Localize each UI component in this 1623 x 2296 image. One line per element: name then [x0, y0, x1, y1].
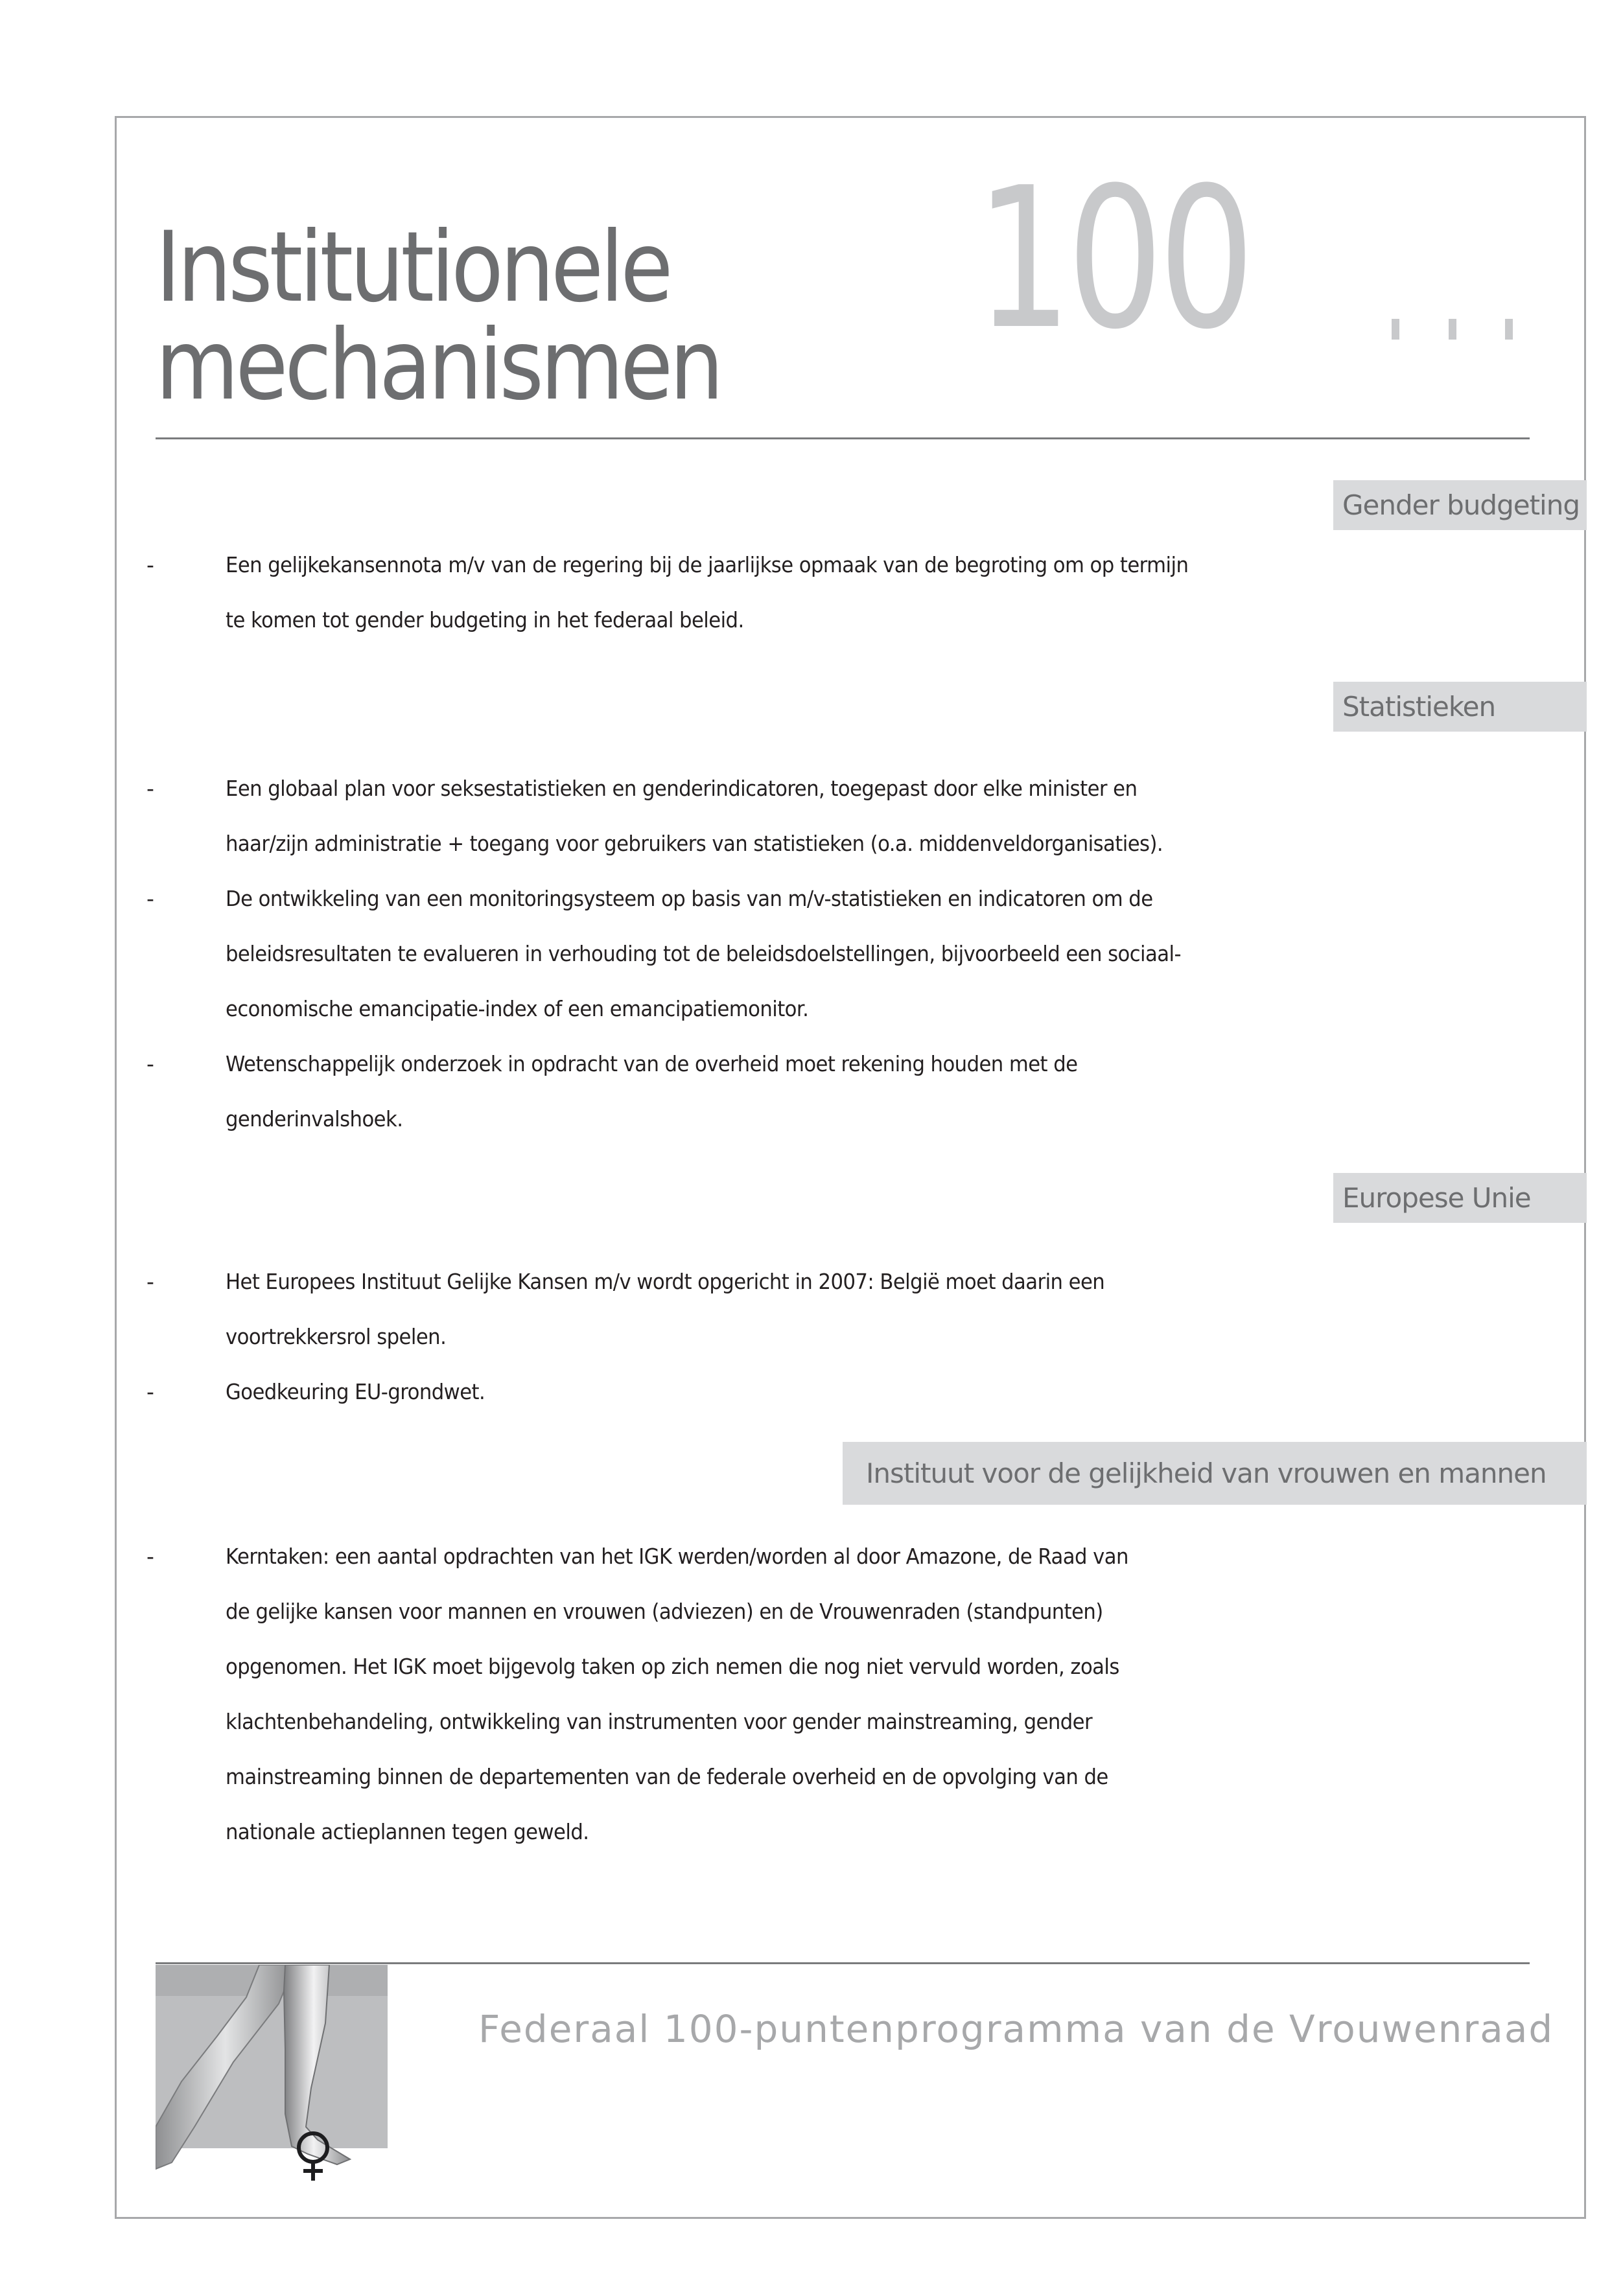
ellipsis-dot [1505, 319, 1513, 340]
list-item-text: beleidsresultaten te evalueren in verhouding tot de beleidsdoelstellingen, bijvoorbeeld een sociaal- [226, 941, 1182, 966]
list-item-text: economische emancipatie-index of een emancipatiemonitor. [226, 996, 809, 1021]
list-item-text: Het Europees Instituut Gelijke Kansen m/v wordt opgericht in 2007: België moet daarin een [226, 1269, 1105, 1294]
page-title-line-2: mechanismen [156, 309, 721, 422]
section-heading-statistieken: Statistieken [1333, 682, 1587, 732]
list-item-text: voortrekkersrol spelen. [226, 1324, 447, 1349]
list-bullet: - [146, 1379, 154, 1404]
footer-divider [156, 1962, 1530, 1964]
list-item-text: Een gelijkekansennota m/v van de regering bij de jaarlijkse opmaak van de begroting om op termijn [226, 552, 1189, 577]
footer-title: Federaal 100-puntenprogramma van de Vrouwenraad [478, 2007, 1554, 2051]
header-divider [156, 437, 1530, 439]
big-number: 100 [975, 146, 1250, 372]
list-item-text: te komen tot gender budgeting in het federaal beleid. [226, 607, 744, 632]
page-frame [115, 116, 1586, 2219]
list-item-text: nationale actieplannen tegen geweld. [226, 1819, 589, 1844]
ellipsis-dot [1392, 319, 1399, 340]
list-item-text: De ontwikkeling van een monitoringsysteem op basis van m/v-statistieken en indicatoren om de [226, 886, 1153, 911]
list-item-text: mainstreaming binnen de departementen van de federale overheid en de opvolging van de [226, 1764, 1108, 1789]
list-item-text: klachtenbehandeling, ontwikkeling van instrumenten voor gender mainstreaming, gender [226, 1709, 1093, 1734]
list-item-text: Wetenschappelijk onderzoek in opdracht van de overheid moet rekening houden met de [226, 1051, 1078, 1076]
walking-legs-image [156, 1965, 388, 2181]
list-bullet: - [146, 1544, 154, 1569]
page-title-line-1: Institutionele [156, 211, 670, 324]
list-item-text: opgenomen. Het IGK moet bijgevolg taken op zich nemen die nog niet vervuld worden, zoals [226, 1654, 1119, 1679]
list-item-text: Kerntaken: een aantal opdrachten van het IGK werden/worden al door Amazone, de Raad van [226, 1544, 1128, 1569]
list-bullet: - [146, 886, 154, 911]
ellipsis-dot [1449, 319, 1456, 340]
list-item-text: de gelijke kansen voor mannen en vrouwen (adviezen) en de Vrouwenraden (standpunten) [226, 1599, 1103, 1624]
section-heading-europese-unie: Europese Unie [1333, 1173, 1587, 1223]
list-bullet: - [146, 552, 154, 577]
list-item-text: Goedkeuring EU-grondwet. [226, 1379, 485, 1404]
list-bullet: - [146, 1051, 154, 1076]
list-item-text: haar/zijn administratie + toegang voor gebruikers van statistieken (o.a. middenveldorganisaties). [226, 831, 1163, 856]
list-item-text: Een globaal plan voor seksestatistieken en genderindicatoren, toegepast door elke minister en [226, 776, 1138, 801]
list-bullet: - [146, 1269, 154, 1294]
list-bullet: - [146, 776, 154, 801]
section-heading-gender-budgeting: Gender budgeting [1333, 480, 1587, 530]
list-item-text: genderinvalshoek. [226, 1106, 403, 1131]
section-heading-instituut-gelijkheid: Instituut voor de gelijkheid van vrouwen en mannen [843, 1442, 1587, 1505]
